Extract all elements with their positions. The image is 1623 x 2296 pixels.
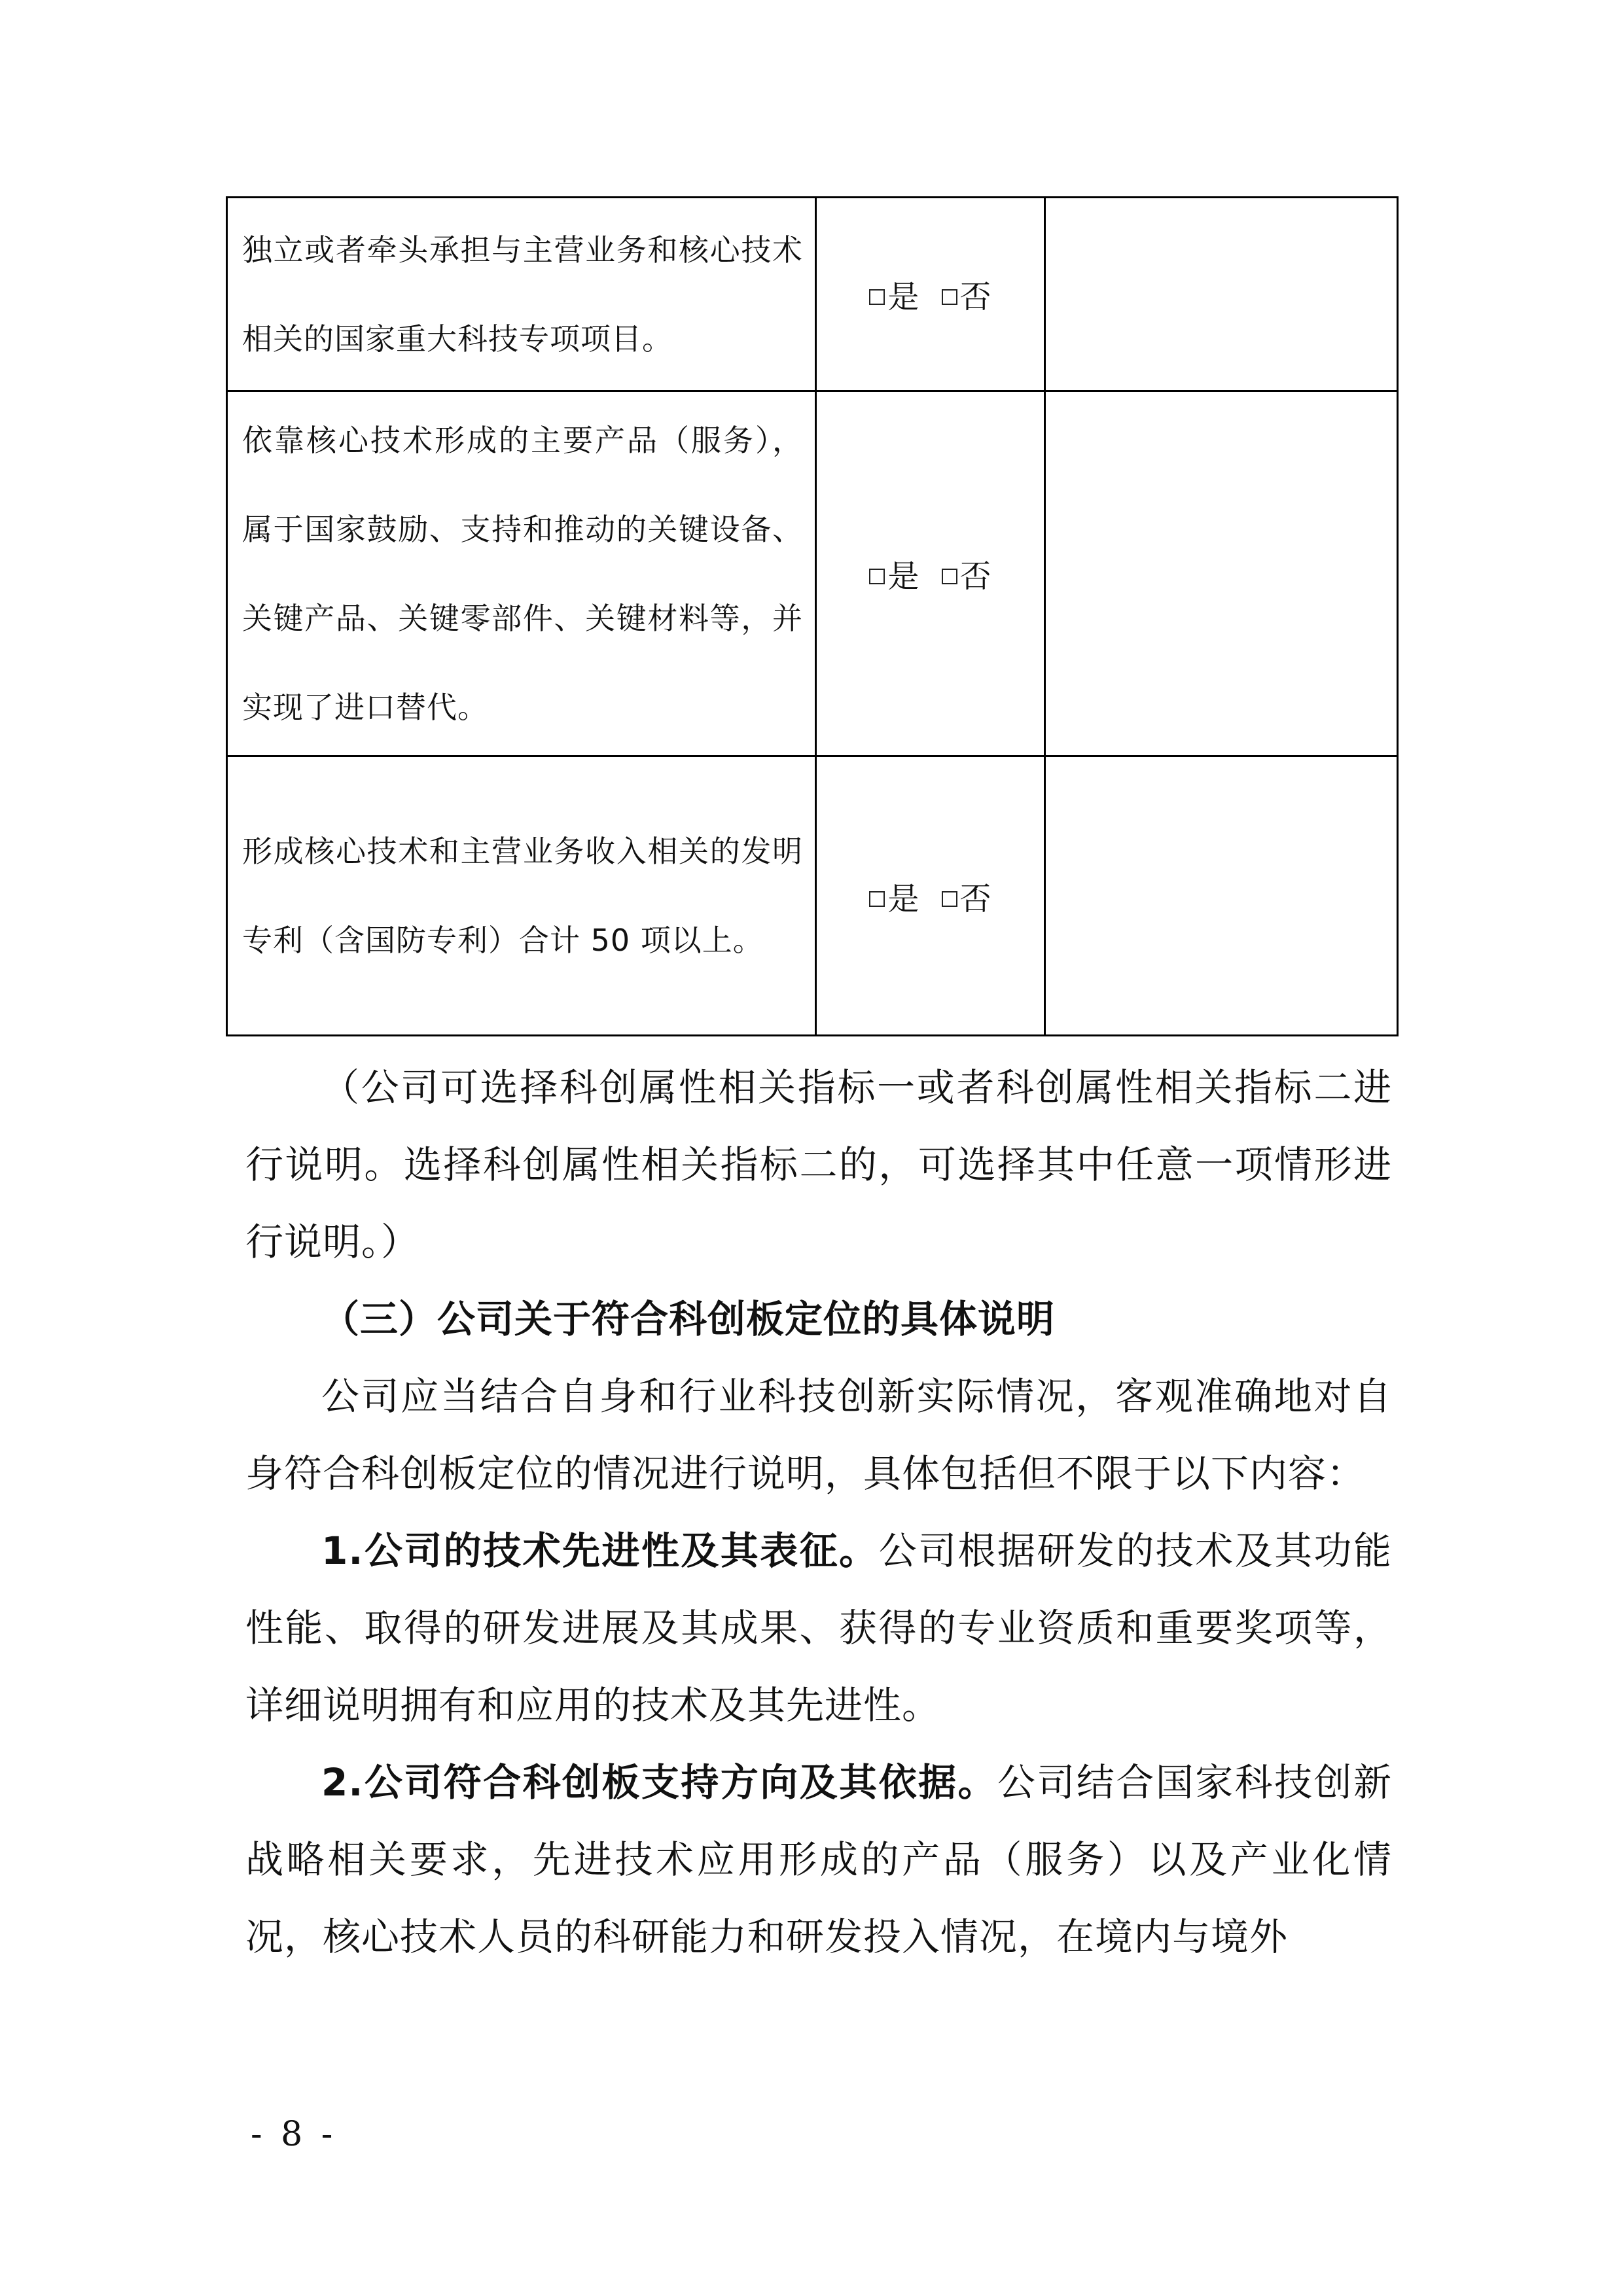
- checkbox-yes[interactable]: [869, 891, 885, 907]
- checkbox-yes[interactable]: [869, 569, 885, 584]
- page-number: - 8 -: [251, 2115, 337, 2154]
- intro-paragraph: 公司应当结合自身和行业科技创新实际情况，客观准确地对自身符合科创板定位的情况进行说明，具体包括但不限于以下内容：: [245, 1374, 1392, 1496]
- body-text: [245, 1049, 1392, 1975]
- yes-label: 是: [887, 880, 919, 917]
- yes-label: 是: [887, 279, 919, 315]
- no-label: 否: [959, 880, 991, 917]
- yes-option[interactable]: [869, 551, 919, 596]
- section-heading: （三）公司关于符合科创板定位的具体说明: [321, 1297, 1056, 1341]
- checkbox-no[interactable]: [942, 289, 957, 305]
- no-option[interactable]: [942, 272, 991, 317]
- note-cell: [1045, 198, 1398, 391]
- criterion-cell: [227, 198, 816, 391]
- criterion-cell: [227, 756, 816, 1036]
- item-2-text: 公司结合国家科技创新战略相关要求，先进技术应用形成的产品（服务）以及产业化情况，核心技术人员的科研能力和研发投入情况，在境内与境外: [245, 1760, 1392, 1959]
- no-label: 否: [959, 279, 991, 315]
- checkbox-yes[interactable]: [869, 289, 885, 305]
- criteria-table: [226, 196, 1399, 1036]
- choice-cell: [816, 198, 1045, 391]
- item-2-paragraph: [245, 1744, 1392, 1975]
- table-row: [227, 391, 1398, 756]
- table-row: [227, 756, 1398, 1036]
- criterion-text: 形成核心技术和主营业务收入相关的发明专利（含国防专利）合计 50 项以上。: [242, 834, 803, 958]
- item-1-title: 1.公司的技术先进性及其表征。: [321, 1528, 879, 1573]
- table-row: [227, 198, 1398, 391]
- checkbox-no[interactable]: [942, 891, 957, 907]
- yes-option[interactable]: [869, 874, 919, 919]
- note-cell: [1045, 756, 1398, 1036]
- no-option[interactable]: [942, 874, 991, 919]
- item-1-text: 公司根据研发的技术及其功能性能、取得的研发进展及其成果、获得的专业资质和重要奖项等，详细说明拥有和应用的技术及其先进性。: [245, 1528, 1392, 1727]
- note-cell: [1045, 391, 1398, 756]
- criterion-text: 独立或者牵头承担与主营业务和核心技术相关的国家重大科技专项项目。: [242, 232, 803, 357]
- yes-label: 是: [887, 558, 919, 595]
- item-2-title: 2.公司符合科创板支持方向及其依据。: [321, 1760, 997, 1805]
- no-option[interactable]: [942, 551, 991, 596]
- item-1-paragraph: [245, 1512, 1392, 1744]
- choice-cell: [816, 391, 1045, 756]
- yes-option[interactable]: [869, 272, 919, 317]
- no-label: 否: [959, 558, 991, 595]
- checkbox-no[interactable]: [942, 569, 957, 584]
- choice-cell: [816, 756, 1045, 1036]
- criterion-cell: [227, 391, 816, 756]
- criterion-text: 依靠核心技术形成的主要产品（服务），属于国家鼓励、支持和推动的关键设备、关键产品、关键零部件、关键材料等，并实现了进口替代。: [242, 422, 803, 725]
- note-paragraph: （公司可选择科创属性相关指标一或者科创属性相关指标二进行说明。选择科创属性相关指标二的，可选择其中任意一项情形进行说明。）: [245, 1065, 1392, 1264]
